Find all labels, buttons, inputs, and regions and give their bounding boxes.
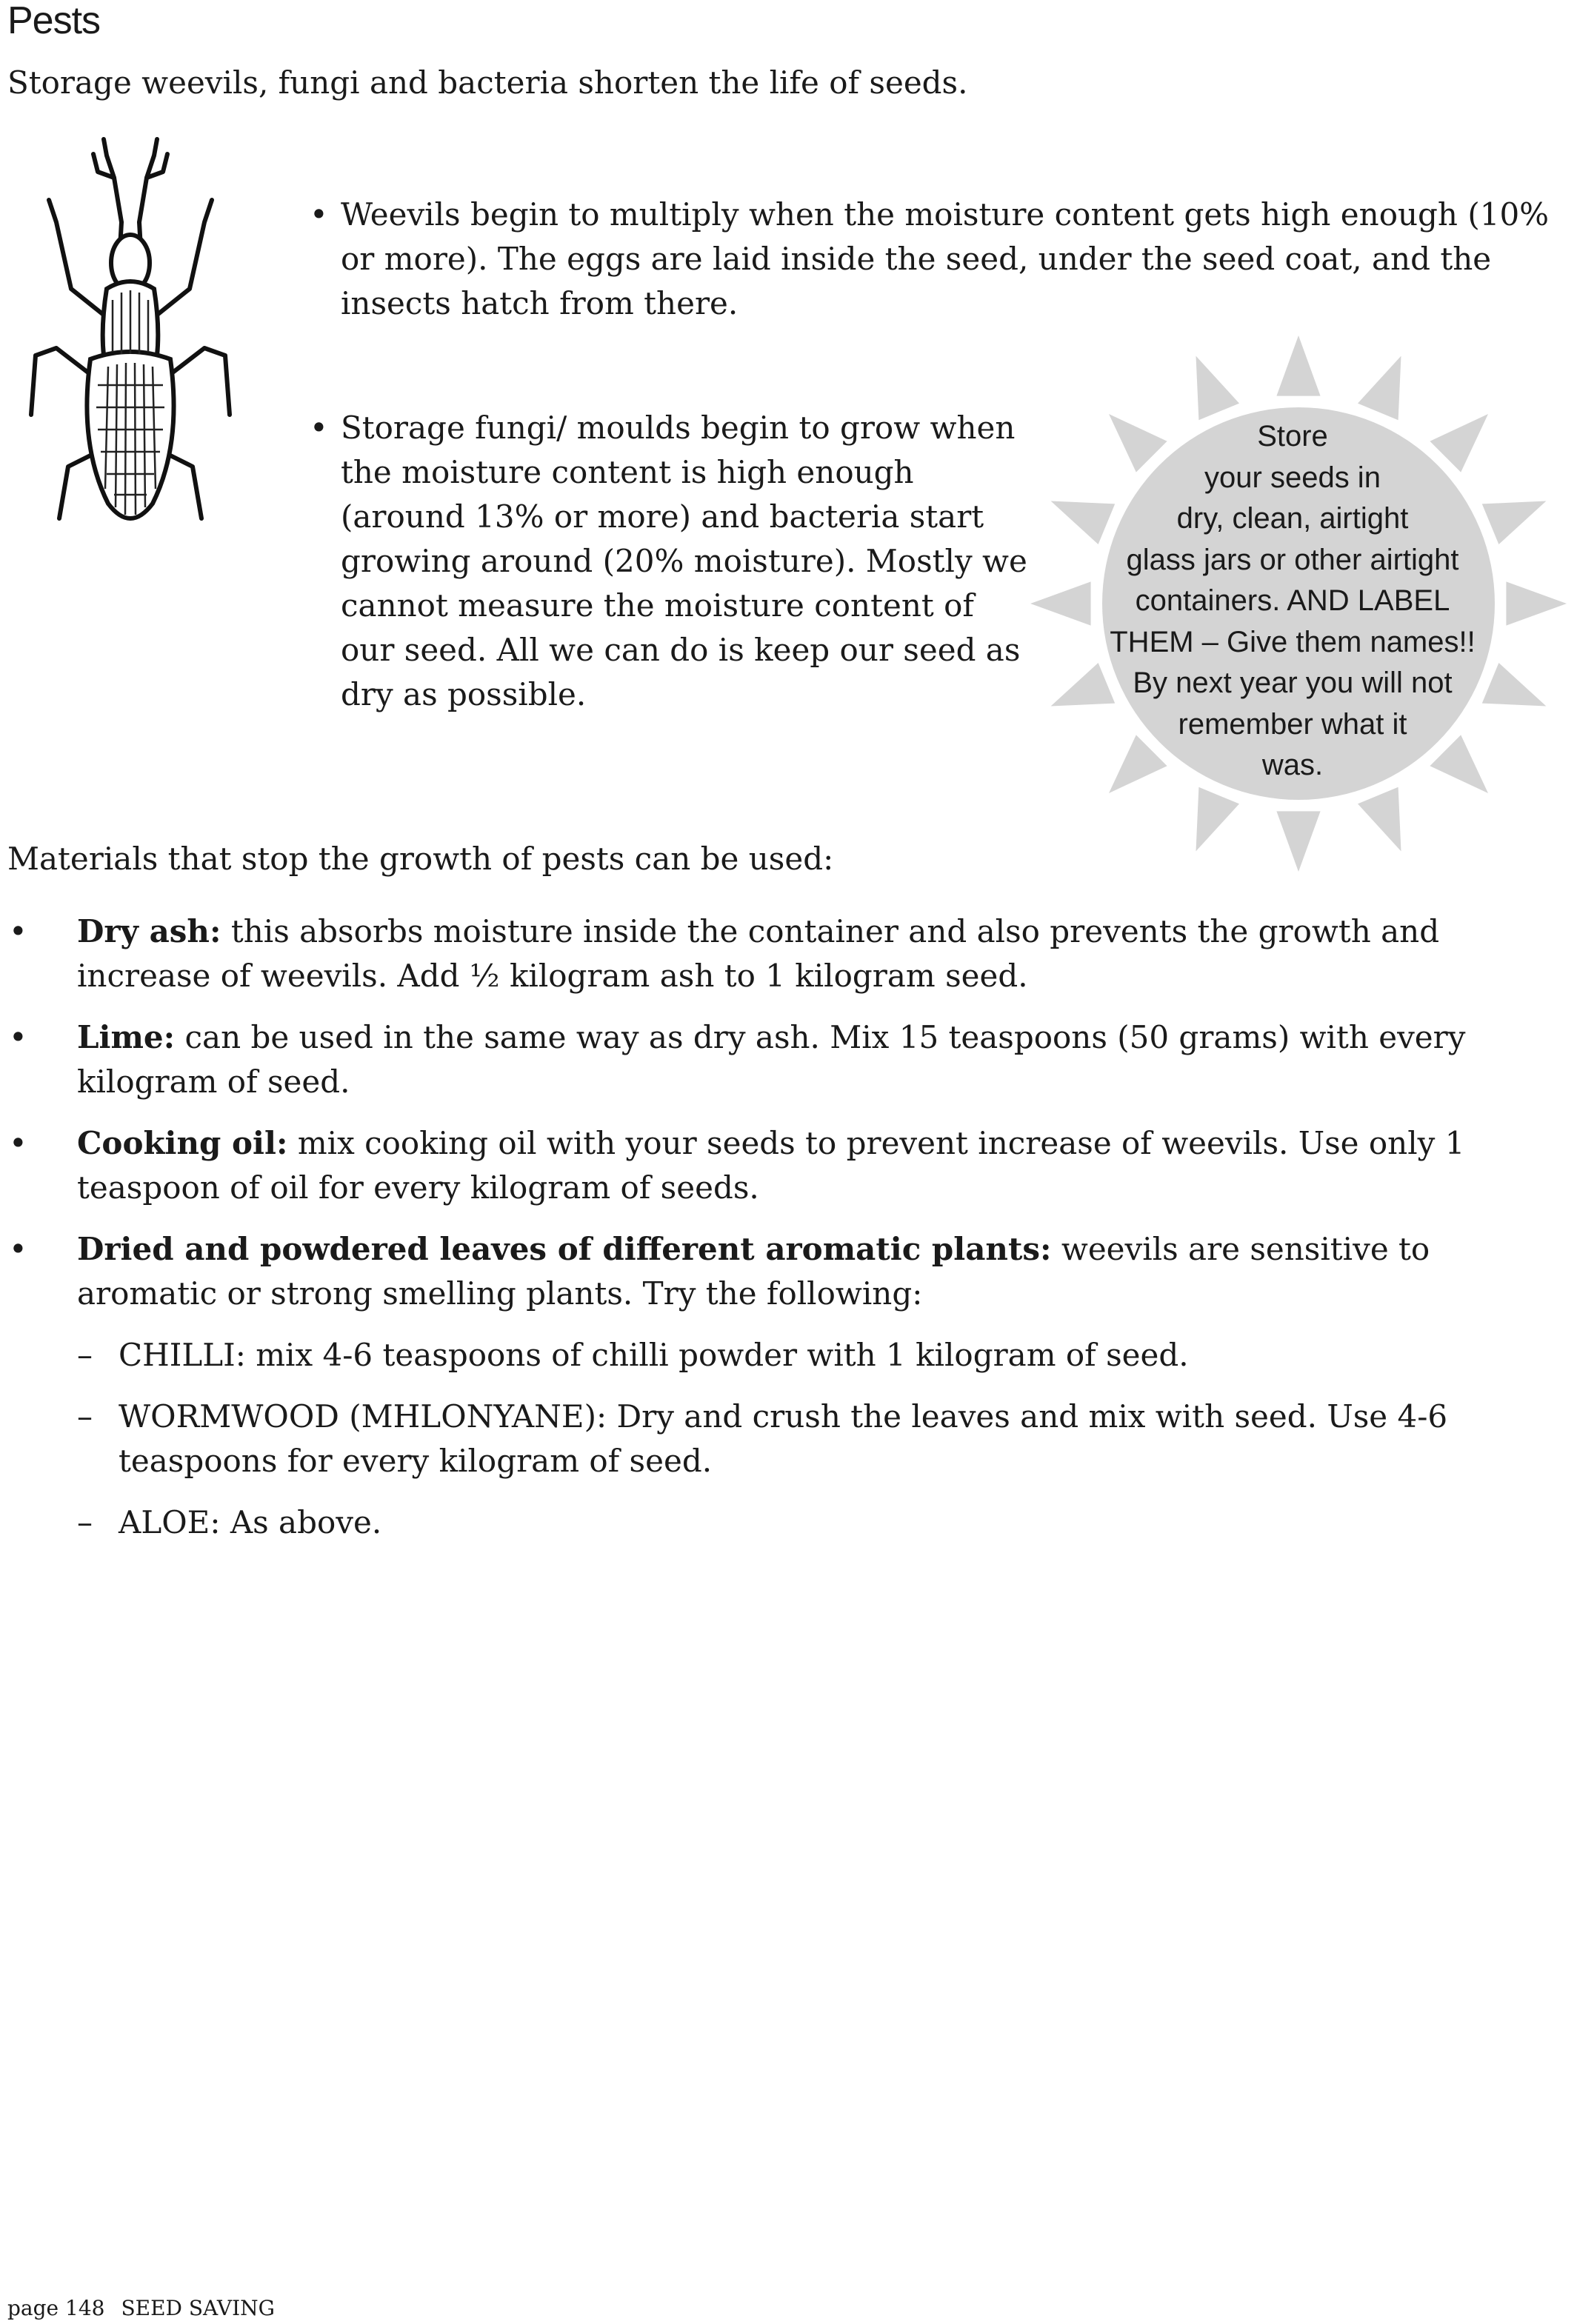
- material-item-lime: [0, 1015, 1556, 1104]
- aromatic-options-list: [77, 1333, 1556, 1545]
- sun-callout-line: THEM – Give them names!!: [1110, 625, 1476, 658]
- aromatic-option-text: WORMWOOD (MHLONYANE): Dry and crush the leaves and mix with seed. Use 4-6 teaspoons for every kilogram of seed.: [119, 1398, 1448, 1479]
- material-term: Lime:: [77, 1019, 176, 1055]
- sun-ray: [1506, 581, 1567, 625]
- material-description: mix cooking oil with your seeds to prevent increase of weevils. Use only 1 teaspoon of oil for every kilogram of seeds.: [77, 1125, 1465, 1206]
- section-name: SEED SAVING: [121, 2296, 276, 2320]
- bullet-marker: •: [310, 410, 328, 446]
- aromatic-option-aloe: [77, 1500, 1556, 1545]
- weevil-bullet-point: [305, 193, 1577, 326]
- material-term: Cooking oil:: [77, 1125, 288, 1161]
- material-item-dry-ash: [0, 909, 1556, 998]
- dash-marker: –: [77, 1504, 93, 1540]
- sun-ray: [1196, 787, 1240, 852]
- bullet-marker: •: [9, 913, 27, 949]
- aromatic-option-text: ALOE: As above.: [119, 1504, 382, 1540]
- material-item-aromatic-leaves: [0, 1227, 1556, 1545]
- materials-intro: Materials that stop the growth of pests can be used:: [7, 841, 834, 877]
- sun-callout-line: containers. AND LABEL: [1135, 584, 1450, 617]
- bullet-marker: •: [9, 1231, 27, 1267]
- fungi-bullet-point: [305, 406, 1037, 717]
- bullet-marker: •: [9, 1019, 27, 1055]
- page-number: page 148: [7, 2296, 105, 2320]
- weevil-bullet-text: Weevils begin to multiply when the moisture content gets high enough (10% or more). The eggs are laid inside the seed, under the seed coat, and the insects hatch from there.: [341, 196, 1550, 321]
- sun-ray: [1196, 356, 1240, 421]
- material-item-cooking-oil: [0, 1121, 1556, 1210]
- fungi-bullet-text: Storage fungi/ moulds begin to grow when the moisture content is high enough (around 13% or more) and bacteria start growing around (20% moisture). Mostly we cannot measure the moisture content of our seed. All we can do is keep our seed as dry as possible.: [341, 410, 1027, 712]
- sun-callout-line: Store: [1257, 420, 1328, 453]
- sun-callout-line: your seeds in: [1204, 461, 1381, 494]
- sun-callout-line: dry, clean, airtight: [1176, 502, 1409, 535]
- page-footer: [7, 2296, 275, 2321]
- sun-callout-line: glass jars or other airtight: [1126, 543, 1459, 576]
- material-term: Dried and powdered leaves of different aromatic plants:: [77, 1231, 1052, 1267]
- sun-callout-text: [1081, 416, 1504, 787]
- materials-list: [0, 909, 1556, 1562]
- sun-ray: [1358, 356, 1401, 421]
- bullet-marker: •: [9, 1125, 27, 1161]
- sun-ray: [1358, 787, 1401, 852]
- material-term: Dry ash:: [77, 913, 221, 949]
- dash-marker: –: [77, 1398, 93, 1435]
- bullet-marker: •: [310, 196, 328, 233]
- sun-callout-line: remember what it: [1178, 707, 1407, 741]
- sun-callout-line: was.: [1261, 749, 1324, 781]
- sun-callout-line: By next year you will not: [1133, 667, 1453, 699]
- intro-text: Storage weevils, fungi and bacteria shorten the life of seeds.: [7, 64, 968, 101]
- dash-marker: –: [77, 1337, 93, 1373]
- aromatic-option-chilli: [77, 1333, 1556, 1378]
- page-heading: Pests: [7, 0, 101, 42]
- material-description: can be used in the same way as dry ash. Mix 15 teaspoons (50 grams) with every kilogram of seed.: [77, 1019, 1466, 1100]
- sun-ray: [1276, 811, 1320, 872]
- aromatic-option-wormwood: [77, 1395, 1556, 1483]
- aromatic-option-text: CHILLI: mix 4-6 teaspoons of chilli powder with 1 kilogram of seed.: [119, 1337, 1189, 1373]
- weevil-illustration: [27, 133, 234, 537]
- material-description: this absorbs moisture inside the container and also prevents the growth and increase of weevils. Add ½ kilogram ash to 1 kilogram seed.: [77, 913, 1440, 994]
- material-description: weevils are sensitive to aromatic or strong smelling plants. Try the following:: [77, 1231, 1430, 1312]
- sun-ray: [1276, 335, 1320, 396]
